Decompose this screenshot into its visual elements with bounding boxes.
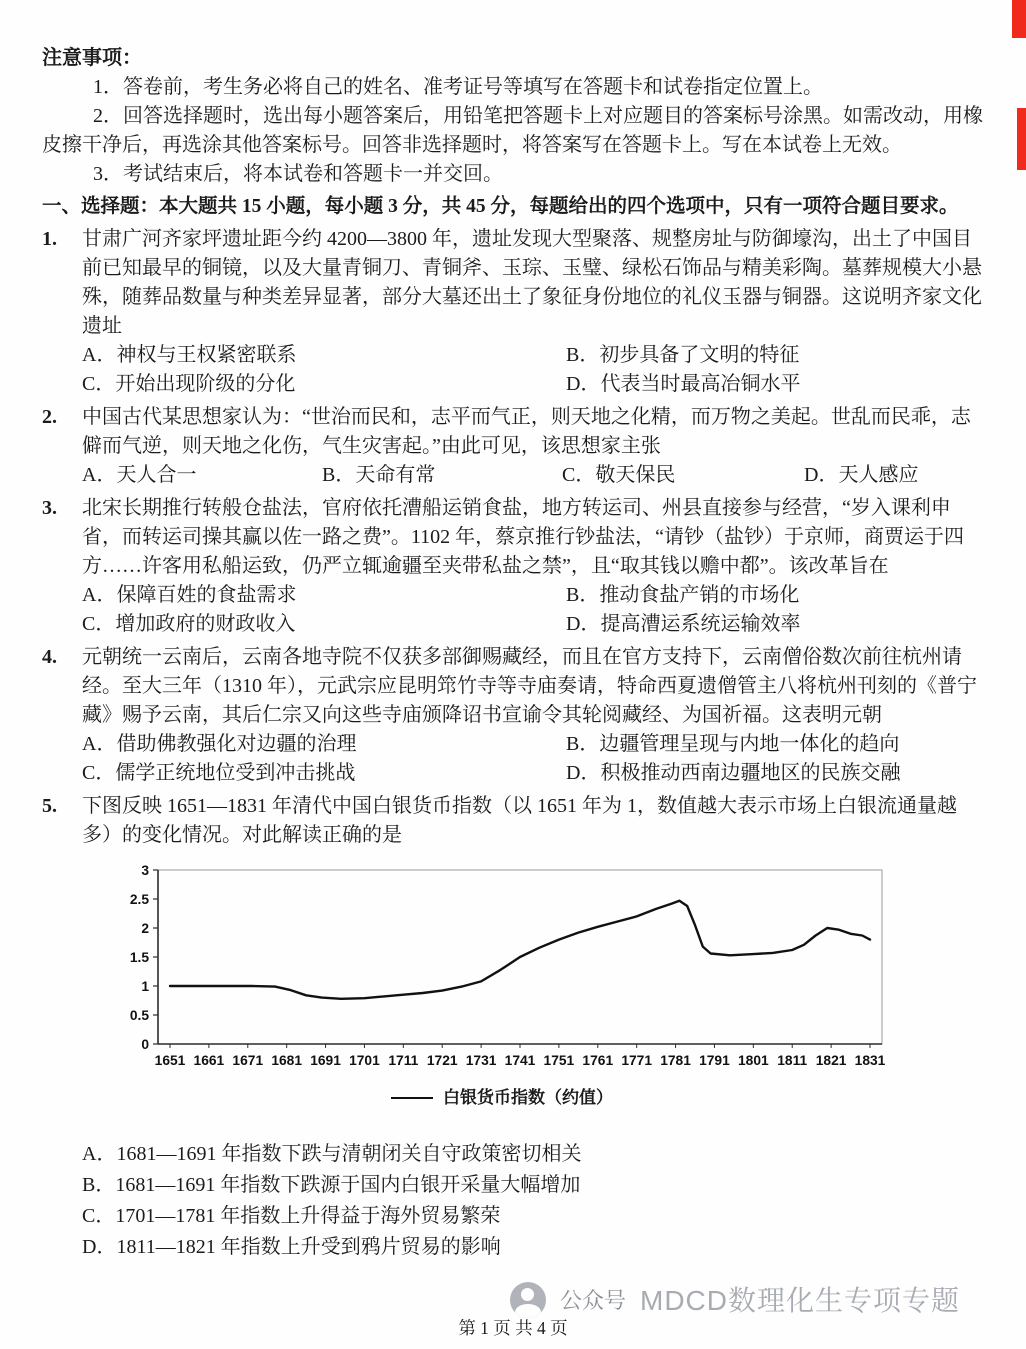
question-3-stem: 北宋长期推行转般仓盐法，官府依托漕船运销食盐，地方转运司、州县直接参与经营，“岁入课利申省，而转运司操其赢以佐一路之费”。1102 年，蔡京推行钞盐法，“请钞（盐钞）于京师，商贾运于四方……许客用私船运致，仍严立辄逾疆至夹带私盐之禁”，且“取其钱以赡中都”。该改革旨在 [82,497,965,577]
question-2-option-c: C．敬天保民 [562,464,676,486]
notice-item-2: 2．回答选择题时，选出每小题答案后，用铅笔把答题卡上对应题目的答案标号涂黑。如需改动，用橡皮擦干净后，再选涂其他答案标号。回答非选择题时，将答案写在答题卡上。写在本试卷上无效。 [42,105,983,156]
svg-text:1741: 1741 [504,1053,536,1068]
legend-line-sample [391,1097,433,1099]
scan-red-mark-side [1017,108,1026,170]
svg-text:1821: 1821 [815,1053,847,1068]
svg-text:1781: 1781 [660,1053,691,1068]
question-1-option-d: D．代表当时最高冶铜水平 [566,373,801,395]
svg-text:1761: 1761 [582,1053,614,1068]
footer-watermark [510,1282,960,1318]
silver-index-chart [112,860,892,1112]
svg-text:1671: 1671 [232,1053,264,1068]
question-2-options [82,461,984,490]
question-4 [42,643,984,788]
question-1-option-c: C．开始出现阶级的分化 [82,373,296,395]
question-4-option-d: D．积极推动西南边疆地区的民族交融 [566,762,901,784]
question-2-stem: 中国古代某思想家认为：“世治而民和，志平而气正，则天地之化精，而万物之美起。世乱而民乖，志僻而气逆，则天地之化伤，气生灾害起。”由此可见，该思想家主张 [82,406,971,457]
svg-text:1771: 1771 [621,1053,653,1068]
svg-text:3: 3 [141,863,149,878]
question-5-option-c: C．1701—1781 年指数上升得益于海外贸易繁荣 [82,1205,501,1227]
question-5-options [82,1140,984,1262]
svg-text:1721: 1721 [426,1053,458,1068]
svg-text:1661: 1661 [193,1053,225,1068]
question-5-number: 5. [42,795,57,817]
question-3-options [82,581,984,639]
question-4-option-a: A．借助佛教强化对边疆的治理 [82,733,357,755]
section-title: 一、选择题：本大题共 15 小题，每小题 3 分，共 45 分，每题给出的四个选项中，只有一项符合题目要求。 [42,196,959,217]
svg-text:1801: 1801 [737,1053,769,1068]
question-3-option-b: B．推动食盐产销的市场化 [566,584,800,606]
svg-text:1651: 1651 [154,1053,186,1068]
question-4-stem: 元朝统一云南后，云南各地寺院不仅获多部御赐藏经，而且在官方支持下，云南僧俗数次前往杭州请经。至大三年（1310 年），元武宗应昆明筇竹寺等寺庙奏请，特命西夏遗僧管主八将杭州刊刻的《普宁藏》赐予云南，其后仁宗又向这些寺庙颁降诏书宣谕令其轮阅藏经、为国祈福。这表明元朝 [82,646,977,726]
question-3 [42,494,984,639]
notice-title: 注意事项： [42,47,142,69]
question-1-option-a: A．神权与王权紧密联系 [82,344,297,366]
question-1-options [82,341,984,399]
svg-text:1701: 1701 [349,1053,380,1068]
question-1-option-b: B．初步具备了文明的特征 [566,344,800,366]
notice-item-1: 1．答卷前，考生务必将自己的姓名、准考证号等填写在答题卡和试卷指定位置上。 [93,76,823,98]
scan-red-mark-top [1012,0,1026,38]
question-5-option-b: B．1681—1691 年指数下跌源于国内白银开采量大幅增加 [82,1174,581,1196]
silver-index-chart-svg [112,860,892,1075]
question-2-option-d: D．天人感应 [804,464,919,486]
question-4-number: 4. [42,646,57,668]
legend-label: 白银货币指数（约值） [443,1088,613,1107]
svg-text:1811: 1811 [777,1053,808,1068]
watermark-name-label: MDCD数理化生专项专题 [640,1284,961,1316]
svg-text:1711: 1711 [388,1053,419,1068]
watermark-source-label: 公众号 [560,1287,627,1313]
question-3-number: 3. [42,497,57,519]
question-5-option-d: D．1811—1821 年指数上升受到鸦片贸易的影响 [82,1236,501,1258]
question-2 [42,403,984,490]
svg-text:0: 0 [141,1037,149,1052]
svg-text:2.5: 2.5 [129,892,149,907]
notice-section [42,44,984,189]
question-2-number: 2. [42,406,57,428]
question-2-option-b: B．天命有常 [322,464,436,486]
question-1-number: 1. [42,228,57,250]
question-1 [42,225,984,399]
svg-text:1: 1 [141,979,149,994]
svg-text:0.5: 0.5 [129,1008,149,1023]
chart-legend [112,1083,892,1112]
svg-text:1791: 1791 [699,1053,730,1068]
question-4-option-b: B．边疆管理呈现与内地一体化的趋向 [566,733,900,755]
official-account-person-icon [510,1282,546,1318]
svg-text:1751: 1751 [543,1053,575,1068]
svg-text:1.5: 1.5 [129,950,149,965]
question-4-options [82,730,984,788]
question-5 [42,792,984,1262]
question-4-option-c: C．儒学正统地位受到冲击挑战 [82,762,356,784]
notice-item-3: 3．考试结束后，将本试卷和答题卡一并交回。 [93,163,503,185]
question-3-option-a: A．保障百姓的食盐需求 [82,584,297,606]
svg-text:1691: 1691 [310,1053,341,1068]
svg-text:2: 2 [141,921,149,936]
page-number: 第 1 页 共 4 页 [458,1318,568,1338]
svg-text:1731: 1731 [465,1053,497,1068]
question-1-stem: 甘肃广河齐家坪遗址距今约 4200—3800 年，遗址发现大型聚落、规整房址与防御壕沟，出土了中国目前已知最早的铜镜，以及大量青铜刀、青铜斧、玉琮、玉璧、绿松石饰品与精美彩陶。墓葬规模大小悬殊，随葬品数量与种类差异显著，部分大墓还出土了象征身份地位的礼仪玉器与铜器。这说明齐家文化遗址 [82,228,982,337]
svg-text:1831: 1831 [854,1053,886,1068]
question-2-option-a: A．天人合一 [82,464,197,486]
question-5-option-a: A．1681—1691 年指数下跌与清朝闭关自守政策密切相关 [82,1143,582,1165]
question-3-option-d: D．提高漕运系统运输效率 [566,613,801,635]
question-5-stem: 下图反映 1651—1831 年清代中国白银货币指数（以 1651 年为 1，数值越大表示市场上白银流通量越多）的变化情况。对此解读正确的是 [82,795,957,846]
question-3-option-c: C．增加政府的财政收入 [82,613,296,635]
svg-text:1681: 1681 [271,1053,303,1068]
